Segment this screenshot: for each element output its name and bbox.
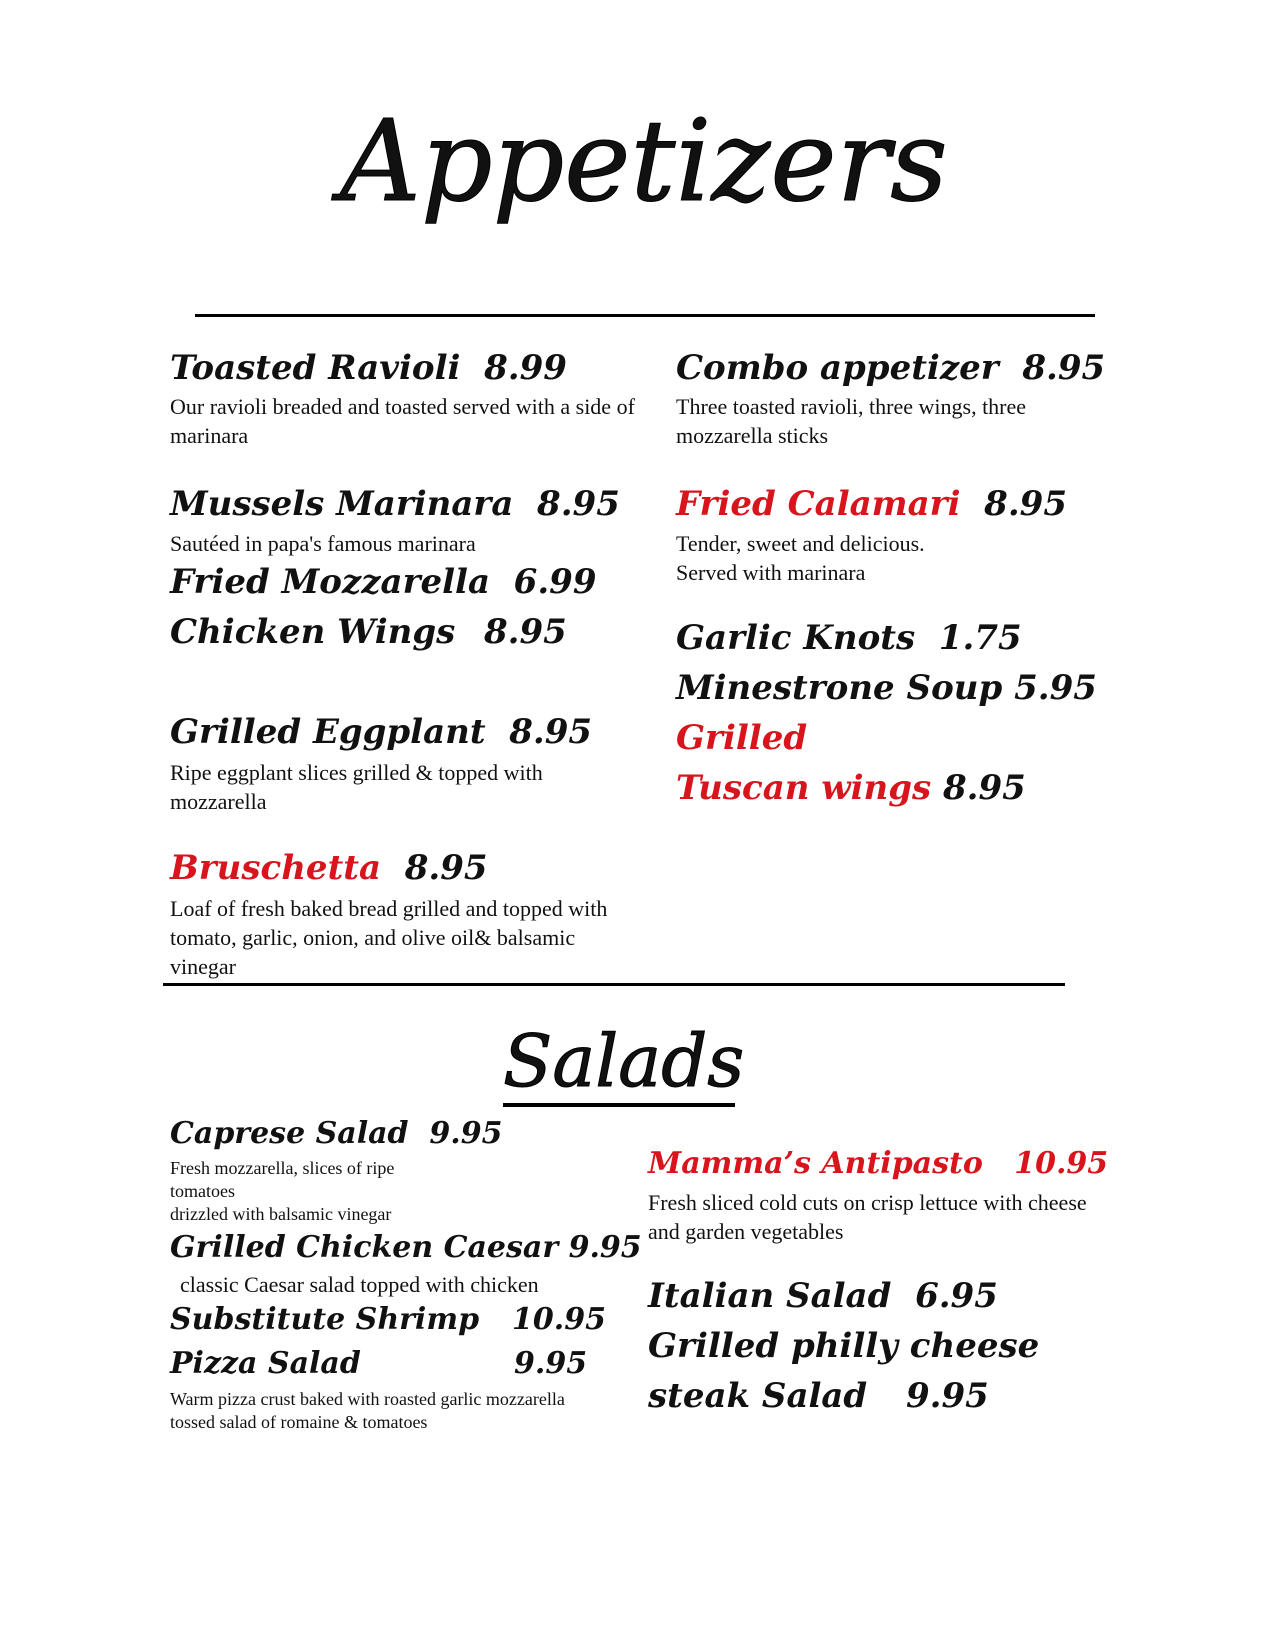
menu-item-bruschetta (170, 848, 488, 888)
item-name: Caprese Salad (170, 1116, 409, 1151)
item-description-line: tossed salad of romaine & tomatoes (170, 1412, 428, 1432)
item-name: Grilled Eggplant (170, 712, 486, 752)
appetizers-bottom-divider (163, 983, 1065, 986)
item-description: Sautéed in papa's famous marinara (170, 531, 476, 556)
item-name: Garlic Knots (676, 618, 916, 658)
item-name: Bruschetta (170, 848, 382, 888)
item-name: Chicken Wings (170, 612, 456, 652)
item-name: Grilled Chicken Caesar (170, 1230, 559, 1265)
menu-item-mussels-marinara (170, 484, 620, 524)
salads-title-underline (503, 1103, 735, 1107)
item-description: Loaf of fresh baked bread grilled and topped with tomato, garlic, onion, and olive oil& balsamic vinegar (170, 896, 608, 979)
menu-item-combo-appetizer (676, 348, 1105, 388)
item-description-line: drizzled with balsamic vinegar (170, 1204, 392, 1224)
item-name: Mamma’s Antipasto (648, 1146, 983, 1181)
item-price: 8.95 (509, 712, 593, 752)
item-name: Fried Calamari (676, 484, 961, 524)
item-name: Minestrone Soup (676, 668, 1003, 708)
item-name-line: Grilled philly cheese (648, 1326, 1040, 1366)
item-price: 10.95 (512, 1302, 606, 1337)
item-name: Combo appetizer (676, 348, 999, 388)
item-name: Toasted Ravioli (170, 348, 461, 388)
item-name-line: steak Salad (648, 1376, 868, 1416)
item-price: 6.95 (915, 1276, 998, 1316)
item-price: 8.95 (984, 484, 1067, 524)
item-description: Fresh sliced cold cuts on crisp lettuce with cheese and garden vegetables (648, 1190, 1087, 1244)
item-description-line: Served with marinara (676, 560, 866, 585)
appetizers-top-divider (195, 314, 1095, 317)
menu-item-grilled-philly-cheese-steak-salad-line2 (648, 1376, 989, 1416)
item-description: Ripe eggplant slices grilled & topped with mozzarella (170, 760, 543, 814)
menu-item-caprese-salad (170, 1116, 503, 1152)
item-price: 10.95 (1014, 1146, 1109, 1181)
item-price: 9.95 (906, 1376, 989, 1416)
item-name: Italian Salad (648, 1276, 892, 1316)
item-description (676, 529, 1096, 587)
menu-item-grilled-tuscan-wings-line2 (676, 768, 1026, 808)
item-description: Three toasted ravioli, three wings, three mozzarella sticks (676, 394, 1027, 448)
item-name: Fried Mozzarella (170, 562, 490, 602)
item-price: 8.95 (943, 768, 1026, 808)
menu-item-italian-salad (648, 1276, 998, 1316)
item-price: 8.99 (484, 348, 567, 388)
item-description: classic Caesar salad topped with chicken (180, 1272, 539, 1297)
item-name: Substitute Shrimp (170, 1302, 480, 1337)
item-price: 8.95 (1022, 348, 1106, 388)
item-price: 8.95 (537, 484, 620, 524)
menu-item-toasted-ravioli (170, 348, 567, 388)
menu-item-fried-mozzarella (170, 562, 596, 602)
menu-item-chicken-wings (170, 612, 567, 652)
appetizers-title: Appetizers (340, 97, 948, 227)
menu-item-substitute-shrimp (170, 1302, 606, 1338)
item-name: Pizza Salad (170, 1346, 361, 1381)
item-description (170, 1388, 640, 1434)
item-description-line: tomatoes (170, 1181, 235, 1201)
menu-item-grilled-philly-cheese-steak-salad (648, 1326, 1039, 1366)
item-description (170, 1157, 610, 1226)
item-price: 9.95 (514, 1346, 588, 1381)
item-description-line: Tender, sweet and delicious. (676, 531, 925, 556)
item-name: Mussels Marinara (170, 484, 514, 524)
item-price: 9.95 (568, 1230, 642, 1265)
item-description-line: Warm pizza crust baked with roasted garlic mozzarella (170, 1389, 565, 1409)
item-price: 6.99 (513, 562, 597, 602)
menu-item-minestrone-soup (676, 668, 1097, 708)
item-price: 1.75 (938, 618, 1022, 658)
item-description-line: Fresh mozzarella, slices of ripe (170, 1158, 395, 1178)
item-name-line: Grilled (676, 718, 808, 758)
item-price: 8.95 (404, 848, 488, 888)
item-price: 8.95 (484, 612, 567, 652)
item-price: 5.95 (1014, 668, 1097, 708)
item-description: Our ravioli breaded and toasted served with a side of marinara (170, 394, 635, 448)
menu-item-fried-calamari (676, 484, 1067, 524)
menu-item-grilled-eggplant (170, 712, 592, 752)
menu-item-mammas-antipasto (648, 1146, 1108, 1182)
menu-item-grilled-chicken-caesar (170, 1230, 642, 1266)
menu-item-garlic-knots (676, 618, 1022, 658)
item-price: 9.95 (429, 1116, 503, 1151)
salads-title: Salads (503, 1019, 745, 1103)
menu-item-grilled-tuscan-wings (676, 718, 807, 758)
item-name-line: Tuscan wings (676, 768, 932, 808)
menu-item-pizza-salad (170, 1346, 588, 1382)
